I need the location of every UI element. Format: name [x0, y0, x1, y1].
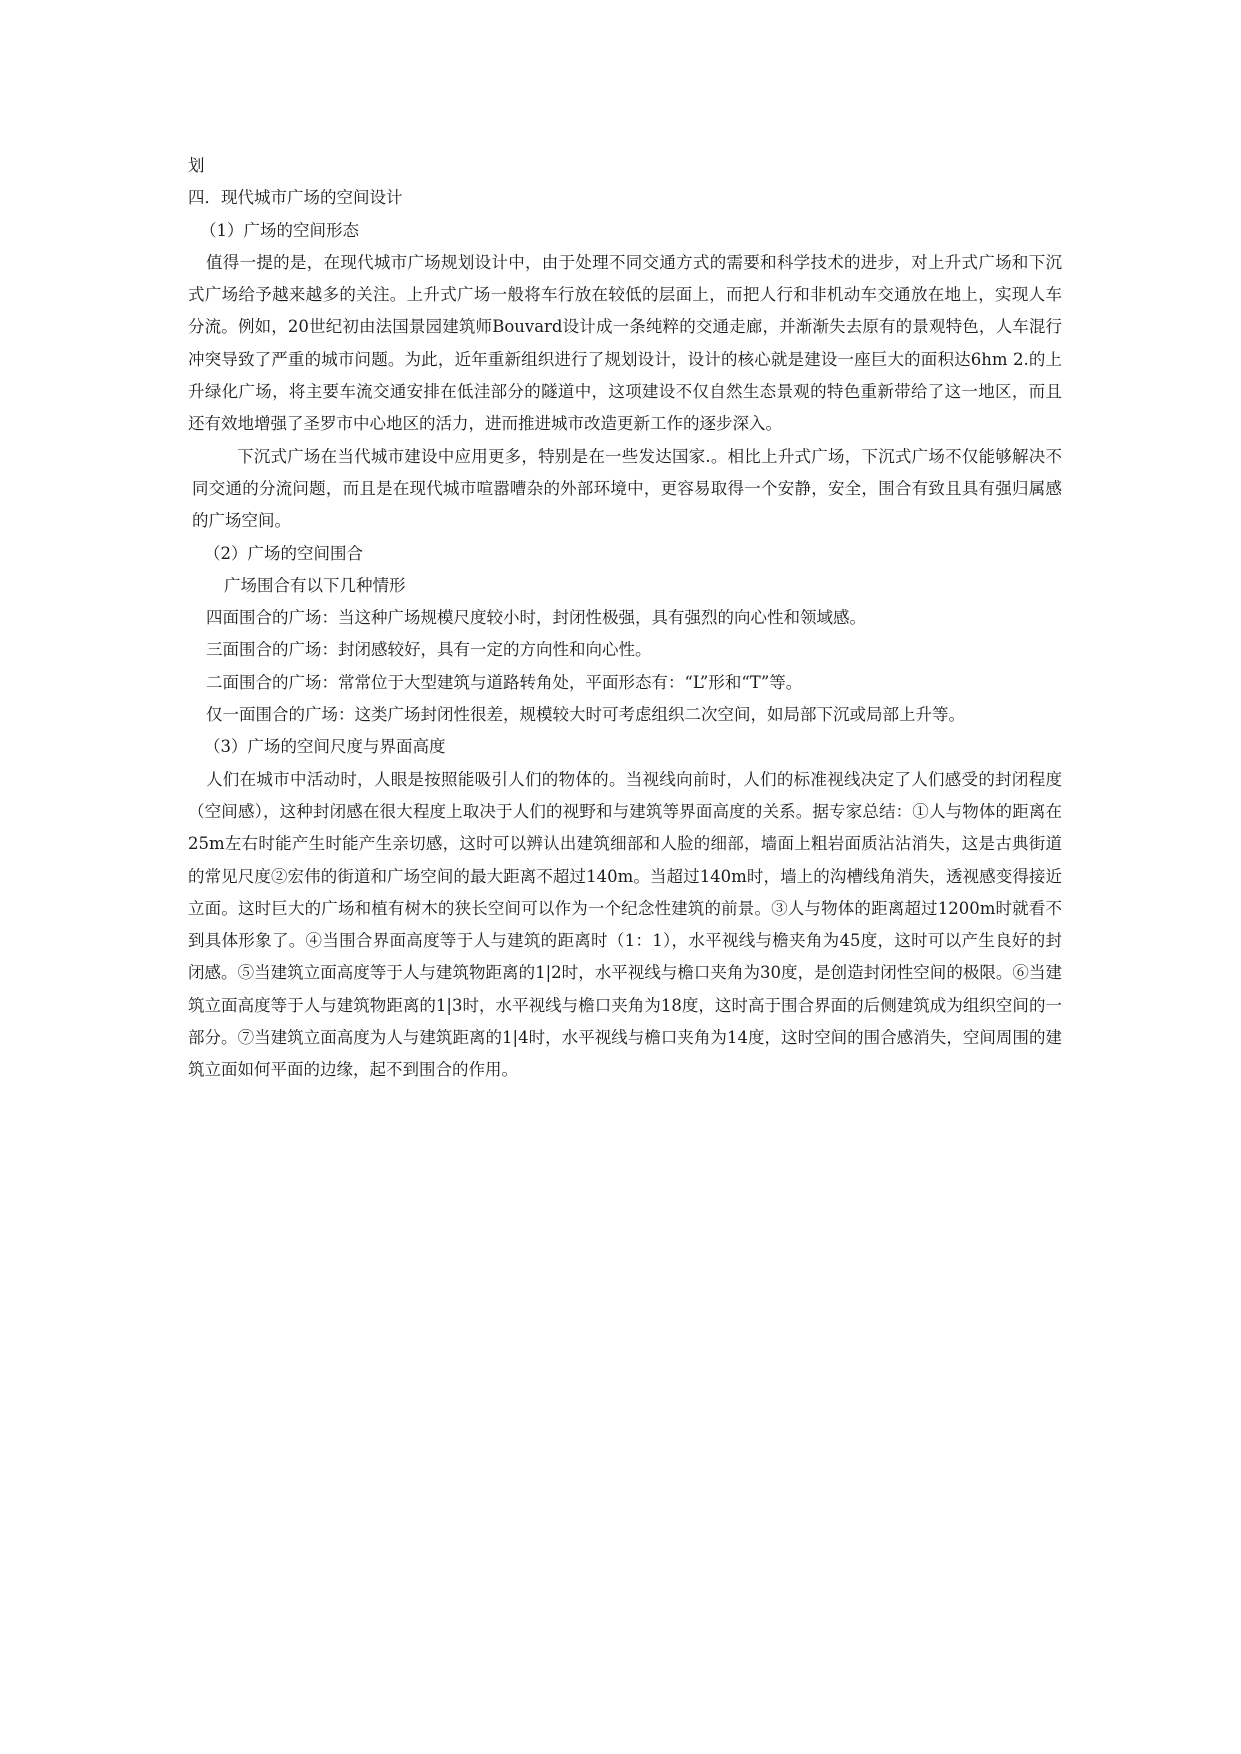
section-heading: 四．现代城市广场的空间设计 — [188, 188, 403, 208]
subsection-heading-scale-height: （3）广场的空间尺度与界面高度 — [204, 737, 446, 757]
subsection-heading-space-form: （1）广场的空间形态 — [200, 220, 359, 240]
enclosure-item-three-sides: 三面围合的广场：封闭感较好，具有一定的方向性和向心性。 — [206, 640, 652, 660]
paragraph-scale-height: 人们在城市中活动时，人眼是按照能吸引人们的物体的。当视线向前时，人们的标准视线决定了人们感受的封闭程度（空间感），这种封闭感在很大程度上取决于人们的视野和与建筑等界面高度的关系。据专家总结：①人与物体的距离在25m左右时能产生时能产生亲切感，这时可以辨认出建筑细部和人脸的细部，墙面上粗岩面质沾沾消失，这是古典街道的常见尺度②宏伟的街道和广场空间的最大距离不超过140m。当超过140m时，墙上的沟槽线角消失，透视感变得接近立面。这时巨大的广场和植有树木的狭长空间可以作为一个纪念性建筑的前景。③人与物体的距离超过1200m时就看不到具体形象了。④当围合界面高度等于人与建筑的距离时（1：1），水平视线与檐夹角为45度，这时可以产生良好的封闭感。⑤当建筑立面高度等于人与建筑物距离的1|2时，水平视线与檐口夹角为30度，是创造封闭性空间的极限。⑥当建筑立面高度等于人与建筑物距离的1|3时，水平视线与檐口夹角为18度，这时高于围合界面的后侧建筑成为组织空间的一部分。⑦当建筑立面高度为人与建筑距离的1|4时，水平视线与檐口夹角为14度，这时空间的围合感消失，空间周围的建筑立面如何平面的边缘，起不到围合的作用。 — [188, 769, 1062, 1080]
paragraph-raised-plaza: 值得一提的是，在现代城市广场规划设计中，由于处理不同交通方式的需要和科学技术的进步，对上升式广场和下沉式广场给予越来越多的关注。上升式广场一般将车行放在较低的层面上，而把人行和非机动车交通放在地上，实现人车分流。例如，20世纪初由法国景园建筑师Bouvard设计成一条纯粹的交通走廊，并渐渐失去原有的景观特色，人车混行冲突导致了严重的城市问题。为此，近年重新组织进行了规划设计，设计的核心就是建设一座巨大的面积达6hm 2.的上升绿化广场，将主要车流交通安排在低洼部分的隧道中，这项建设不仅自然生态景观的特色重新带给了这一地区，而且还有效地增强了圣罗市中心地区的活力，进而推进城市改造更新工作的逐步深入。 — [188, 252, 1062, 434]
document-page — [188, 150, 1062, 1087]
enclosure-item-four-sides: 四面围合的广场：当这种广场规模尺度较小时，封闭性极强，具有强烈的向心性和领域感。 — [206, 608, 866, 628]
subsection-heading-enclosure: （2）广场的空间围合 — [204, 543, 363, 563]
paragraph-sunken-plaza: 下沉式广场在当代城市建设中应用更多，特别是在一些发达国家.。相比上升式广场，下沉式广场不仅能够解决不同交通的分流问题，而且是在现代城市喧嚣嘈杂的外部环境中，更容易取得一个安静，安全，围合有致且具有强归属感的广场空间。 — [192, 446, 1062, 531]
enclosure-item-two-sides: 二面围合的广场：常常位于大型建筑与道路转角处，平面形态有：“L”形和“T”等。 — [206, 672, 803, 692]
enclosure-intro: 广场围合有以下几种情形 — [224, 575, 406, 595]
continuation-text: 划 — [188, 156, 205, 175]
enclosure-item-one-side: 仅一面围合的广场：这类广场封闭性很差，规模较大时可考虑组织二次空间，如局部下沉或局部上升等。 — [206, 705, 965, 725]
